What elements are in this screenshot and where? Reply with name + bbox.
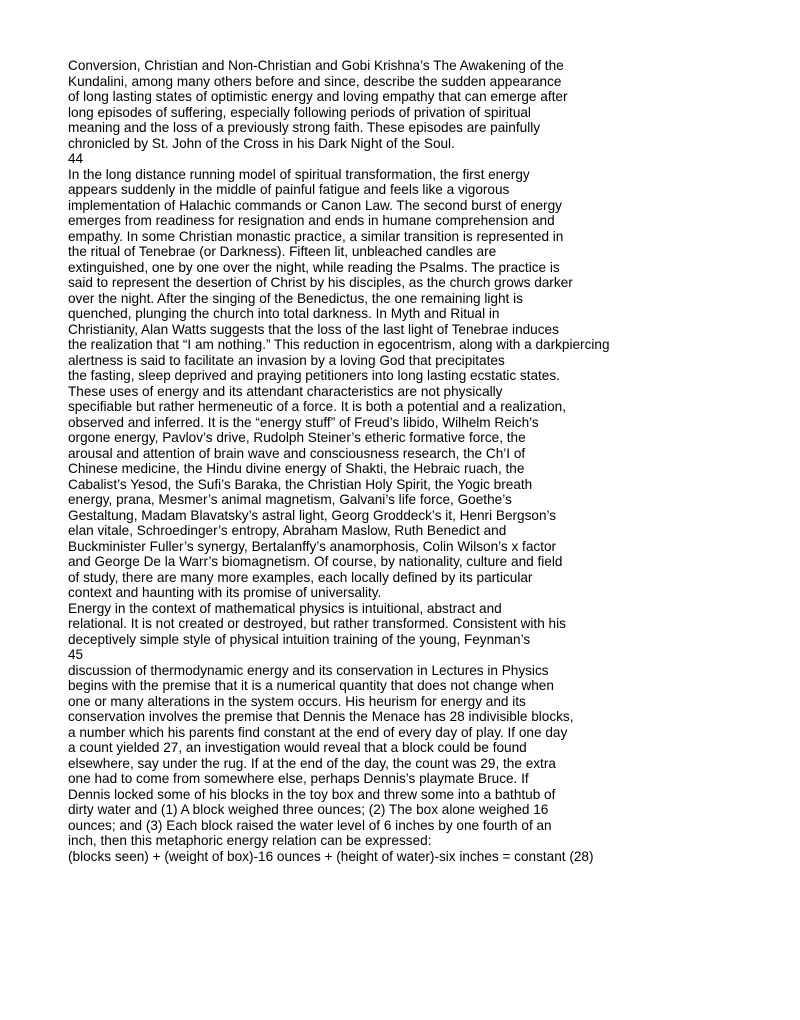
text-line: long episodes of suffering, especially following periods of privation of spiritual	[68, 104, 531, 120]
text-line: Dennis locked some of his blocks in the toy box and threw some into a bathtub of	[68, 786, 556, 802]
text-line: implementation of Halachic commands or Canon Law. The second burst of energy	[68, 197, 562, 213]
text-line: and George De la Warr’s biomagnetism. Of course, by nationality, culture and field	[68, 554, 563, 569]
text-line: In the long distance running model of spiritual transformation, the first energy	[68, 166, 530, 182]
text-line: extinguished, one by one over the night, while reading the Psalms. The practice is	[68, 259, 560, 275]
text-line: Christianity, Alan Watts suggests that the loss of the last light of Tenebrae induces	[68, 321, 559, 337]
text-line: quenched, plunging the church into total darkness. In Myth and Ritual in	[68, 306, 500, 321]
text-line: one or many alterations in the system occurs. His heurism for energy and its	[68, 693, 526, 709]
text-line: elan vitale, Schroedinger’s entropy, Abraham Maslow, Ruth Benedict and	[68, 523, 507, 538]
text-line: relational. It is not created or destroyed, but rather transformed. Consistent with his	[68, 616, 566, 631]
text-line: Conversion, Christian and Non-Christian and Gobi Krishna’s The Awakening of the	[68, 58, 564, 73]
text-line: inch, then this metaphoric energy relation can be expressed:	[68, 833, 432, 848]
text-line: said to represent the desertion of Christ by his disciples, as the church grows darker	[68, 275, 573, 290]
text-line: begins with the premise that it is a numerical quantity that does not change when	[68, 678, 554, 693]
text-line: observed and inferred. It is the “energy stuff” of Freud’s libido, Wilhelm Reich’s	[68, 414, 539, 430]
text-line: appears suddenly in the middle of painful fatigue and feels like a vigorous	[68, 182, 510, 197]
text-line: energy, prana, Mesmer’s animal magnetism, Galvani’s life force, Goethe’s	[68, 492, 512, 507]
page-number: 44	[68, 151, 84, 166]
text-line: over the night. After the singing of the Benedictus, the one remaining light is	[68, 290, 523, 306]
text-line: Chinese medicine, the Hindu divine energy of Shakti, the Hebraic ruach, the	[68, 461, 525, 476]
document-page	[68, 58, 768, 864]
text-line: ounces; and (3) Each block raised the water level of 6 inches by one fourth of an	[68, 817, 552, 833]
text-line: a number which his parents find constant at the end of every day of play. If one day	[68, 724, 568, 740]
text-line: alertness is said to facilitate an invasion by a loving God that precipitates	[68, 352, 505, 368]
text-line: empathy. In some Christian monastic practice, a similar transition is represented in	[68, 228, 564, 244]
text-line: elsewhere, say under the rug. If at the end of the day, the count was 29, the extra	[68, 755, 556, 771]
text-line: orgone energy, Pavlov’s drive, Rudolph Steiner’s etheric formative force, the	[68, 430, 526, 445]
text-line: Cabalist’s Yesod, the Sufi’s Baraka, the Christian Holy Spirit, the Yogic breath	[68, 476, 533, 492]
text-line: dirty water and (1) A block weighed three ounces; (2) The box alone weighed 16	[68, 802, 549, 817]
text-line: meaning and the loss of a previously strong faith. These episodes are painfully	[68, 120, 541, 135]
text-line: conservation involves the premise that Dennis the Menace has 28 indivisible blocks,	[68, 709, 574, 724]
text-line: the realization that “I am nothing.” This reduction in egocentrism, along with a darkpiercing	[68, 337, 610, 352]
text-line: of study, there are many more examples, each locally defined by its particular	[68, 569, 533, 585]
equation-line: (blocks seen) + (weight of box)-16 ounces + (height of water)-six inches = constant (28)	[68, 848, 594, 864]
text-line: chronicled by St. John of the Cross in his Dark Night of the Soul.	[68, 135, 455, 151]
text-line: one had to come from somewhere else, perhaps Dennis’s playmate Bruce. If	[68, 771, 529, 786]
text-line: Buckminister Fuller’s synergy, Bertalanffy’s anamorphosis, Colin Wilson’s x factor	[68, 538, 557, 554]
text-line: arousal and attention of brain wave and consciousness research, the Ch’I of	[68, 445, 526, 461]
text-line: context and haunting with its promise of universality.	[68, 585, 382, 600]
text-line: specifiable but rather hermeneutic of a force. It is both a potential and a realization,	[68, 399, 566, 414]
text-line: of long lasting states of optimistic energy and loving empathy that can emerge after	[68, 89, 568, 104]
text-line: discussion of thermodynamic energy and its conservation in Lectures in Physics	[68, 662, 549, 678]
text-line: Energy in the context of mathematical physics is intuitional, abstract and	[68, 600, 502, 616]
text-line: Gestaltung, Madam Blavatsky’s astral light, Georg Groddeck’s it, Henri Bergson’s	[68, 507, 557, 523]
text-line: the fasting, sleep deprived and praying petitioners into long lasting ecstatic states.	[68, 368, 560, 383]
text-line: the ritual of Tenebrae (or Darkness). Fifteen lit, unbleached candles are	[68, 244, 497, 259]
text-line: a count yielded 27, an investigation would reveal that a block could be found	[68, 740, 527, 755]
text-line: emerges from readiness for resignation and ends in humane comprehension and	[68, 213, 555, 228]
text-line: deceptively simple style of physical intuition training of the young, Feynman’s	[68, 631, 531, 647]
text-line: Kundalini, among many others before and since, describe the sudden appearance	[68, 73, 562, 89]
text-line: These uses of energy and its attendant characteristics are not physically	[68, 383, 503, 399]
page-number: 45	[68, 647, 84, 662]
